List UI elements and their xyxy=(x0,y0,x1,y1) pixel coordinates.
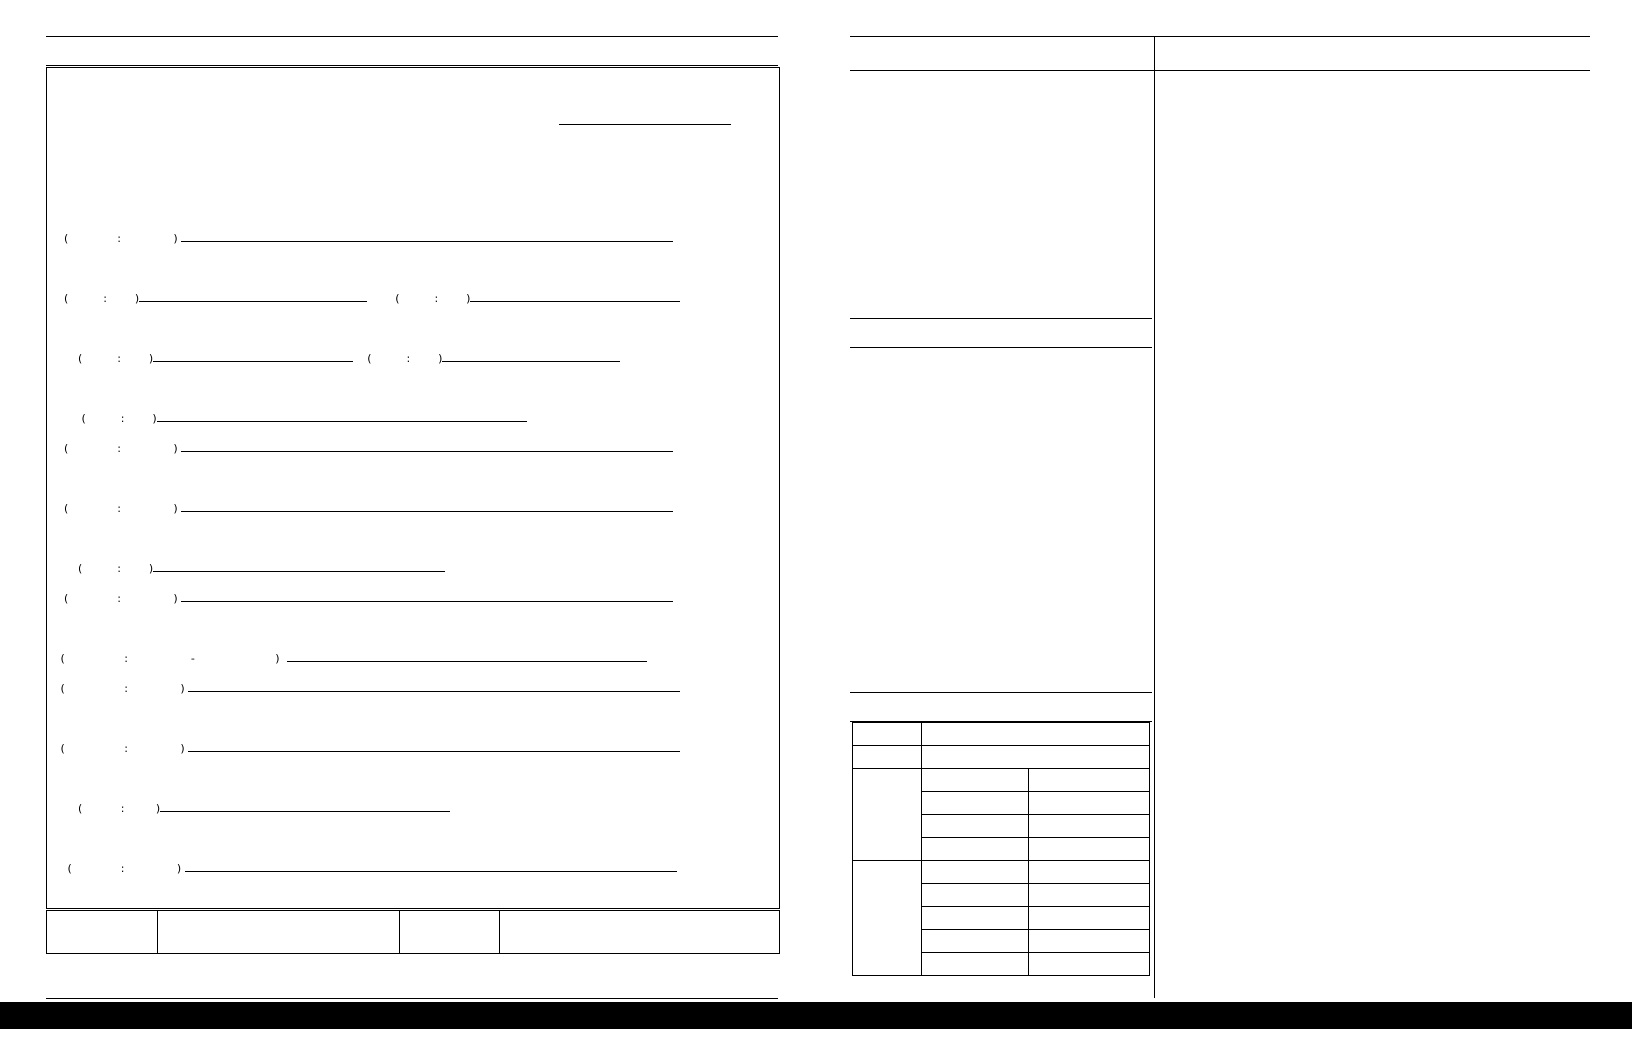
question-2 xyxy=(57,254,769,314)
answer-row[interactable]: ( : ) xyxy=(57,584,769,614)
worship-committee-table xyxy=(852,722,1150,976)
question-10 xyxy=(57,824,769,884)
answer-row[interactable]: ( : ) xyxy=(57,494,769,524)
answer-row[interactable]: ( : ) xyxy=(57,734,769,764)
bible-study-box xyxy=(46,67,780,909)
answer-row[interactable]: ( : ) xyxy=(57,854,769,884)
question-9: ( : ) xyxy=(57,764,769,824)
answer-row[interactable]: ( : ) xyxy=(57,674,769,704)
question-1 xyxy=(57,164,769,254)
name-blank[interactable] xyxy=(559,124,731,125)
soul-food-title xyxy=(850,318,1152,348)
question-4: ( : ) ( : ) xyxy=(57,374,769,464)
answer-row[interactable]: ( : - ) xyxy=(57,644,769,674)
mission-title xyxy=(1154,38,1590,70)
footer-address-right xyxy=(816,1002,1632,1029)
question-6: ( : ) ( : ) xyxy=(57,524,769,614)
question-3: ( : ) ( : ) xyxy=(57,314,769,374)
question-7 xyxy=(57,614,769,704)
staff-list xyxy=(850,75,1150,175)
staff-title xyxy=(850,38,1154,70)
question-8 xyxy=(57,704,769,764)
question-5 xyxy=(57,464,769,524)
answer-row[interactable]: ( : ) xyxy=(57,434,769,464)
answer-row[interactable]: ( : ) ( : ) xyxy=(57,284,769,314)
offering-stats-box xyxy=(46,910,780,954)
worship-committee-title xyxy=(850,692,1152,722)
bible-study-title xyxy=(46,36,778,66)
answer-row[interactable]: ( : ) xyxy=(57,224,769,254)
footer-address-left xyxy=(0,1002,816,1029)
website-notice xyxy=(46,954,778,999)
